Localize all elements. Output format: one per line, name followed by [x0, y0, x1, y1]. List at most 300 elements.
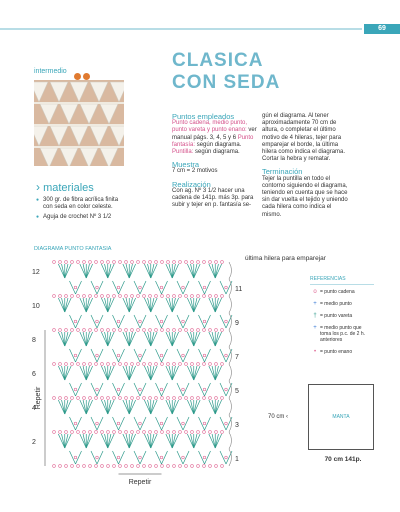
double-crochet-mark: [220, 281, 226, 294]
double-crochet-mark: [119, 315, 125, 328]
chain-stitch-mark: [96, 422, 99, 425]
double-crochet-mark: [97, 281, 103, 294]
chain-stitch-mark: [160, 286, 163, 289]
double-crochet-mark: [220, 417, 226, 430]
finishing-heading: Terminación: [262, 167, 303, 177]
chain-stitch-mark: [203, 465, 206, 468]
chain-stitch-mark: [137, 261, 140, 264]
double-crochet-mark: [172, 332, 178, 346]
chain-stitch-mark: [155, 329, 158, 332]
chain-stitch-mark: [95, 363, 98, 366]
double-crochet-mark: [177, 417, 183, 430]
chain-stitch-mark: [119, 363, 122, 366]
chain-stitch-mark: [131, 397, 134, 400]
double-crochet-mark: [86, 298, 89, 312]
chain-stitch-mark: [83, 261, 86, 264]
double-crochet-mark: [108, 264, 111, 278]
chain-stitch-mark: [215, 295, 218, 298]
double-crochet-mark: [134, 417, 140, 430]
chain-stitch-mark: [125, 465, 128, 468]
double-crochet-mark: [108, 366, 111, 380]
double-crochet-mark: [215, 264, 221, 278]
double-crochet-mark: [212, 298, 215, 312]
double-crochet-mark: [220, 349, 226, 362]
double-crochet-mark: [65, 366, 68, 380]
chain-stitch-mark: [139, 456, 142, 459]
double-crochet-mark: [199, 451, 205, 464]
double-crochet-mark: [144, 366, 150, 380]
double-crochet-mark: [119, 451, 125, 464]
double-crochet-mark: [123, 298, 129, 312]
double-crochet-mark: [76, 281, 82, 294]
chain-stitch-mark: [160, 422, 163, 425]
double-crochet-mark: [166, 366, 172, 380]
chain-stitch-mark: [59, 329, 62, 332]
chain-stitch-mark: [89, 397, 92, 400]
list-item: ● Aguja de crochet Nº 3 1/2: [36, 214, 128, 221]
chain-stitch-mark: [185, 261, 188, 264]
chain-stitch-mark: [143, 465, 146, 468]
double-crochet-mark: [76, 417, 82, 430]
double-crochet-mark: [140, 417, 146, 430]
double-crochet-mark: [169, 264, 172, 278]
gauge-text: 7 cm = 2 motivos: [172, 168, 218, 175]
turning-chain-mark: [229, 262, 232, 279]
chain-stitch-mark: [59, 465, 62, 468]
chain-stitch-mark: [125, 397, 128, 400]
double-crochet-mark: [212, 400, 215, 414]
chain-stitch-mark: [96, 354, 99, 357]
chain-stitch-mark: [149, 261, 152, 264]
reference-item: • = punto enano: [310, 349, 374, 355]
double-crochet-mark: [80, 264, 86, 278]
slip-stitch-icon: •: [313, 349, 317, 355]
blanket-label: MANTA: [332, 414, 350, 420]
chain-stitch-mark: [182, 354, 185, 357]
double-crochet-mark: [205, 349, 211, 362]
chain-stitch-mark: [107, 397, 110, 400]
chain-stitch-mark: [131, 465, 134, 468]
chain-stitch-mark: [137, 295, 140, 298]
chain-stitch-mark: [131, 329, 134, 332]
chain-stitch-mark: [215, 397, 218, 400]
chain-stitch-mark: [59, 431, 62, 434]
double-crochet-mark: [70, 281, 76, 294]
chain-stitch-mark: [215, 431, 218, 434]
chain-stitch-mark: [143, 397, 146, 400]
chain-stitch-mark: [173, 465, 176, 468]
double-crochet-mark: [62, 434, 65, 448]
double-crochet-mark: [119, 417, 125, 430]
double-crochet-mark: [101, 264, 107, 278]
chain-stitch-mark: [74, 354, 77, 357]
double-crochet-mark: [140, 315, 146, 328]
chain-stitch-mark: [203, 261, 206, 264]
double-crochet-mark: [113, 281, 119, 294]
double-crochet-mark: [183, 349, 189, 362]
double-crochet-mark: [129, 366, 132, 380]
double-crochet-mark: [215, 332, 218, 346]
double-crochet-mark: [65, 366, 71, 380]
chain-stitch-mark: [185, 363, 188, 366]
double-crochet-mark: [91, 383, 97, 396]
chain-stitch-mark: [89, 465, 92, 468]
double-crochet-mark: [209, 332, 215, 346]
double-crochet-mark: [129, 434, 132, 448]
double-crochet-mark: [199, 315, 205, 328]
chain-stitch-mark: [139, 354, 142, 357]
chain-stitch-mark: [131, 261, 134, 264]
double-crochet-mark: [215, 332, 221, 346]
chain-stitch-mark: [197, 397, 200, 400]
references-legend: [310, 276, 374, 361]
double-crochet-mark: [105, 332, 108, 346]
chain-stitch-mark: [161, 329, 164, 332]
double-crochet-mark: [101, 400, 107, 414]
double-crochet-mark: [169, 434, 172, 448]
chain-stitch-mark: [65, 397, 68, 400]
double-crochet-mark: [209, 264, 215, 278]
chain-stitch-mark: [143, 329, 146, 332]
chain-stitch-mark: [161, 431, 164, 434]
double-crochet-mark: [169, 366, 172, 380]
chain-stitch-mark: [185, 465, 188, 468]
double-crochet-mark: [113, 383, 119, 396]
chain-stitch-mark: [225, 456, 228, 459]
double-crochet-mark: [194, 400, 197, 414]
chain-stitch-mark: [203, 295, 206, 298]
chain-stitch-mark: [77, 261, 80, 264]
chain-stitch-mark: [160, 388, 163, 391]
chain-stitch-mark: [125, 295, 128, 298]
chain-stitch-mark: [161, 295, 164, 298]
chain-stitch-mark: [197, 295, 200, 298]
double-crochet-mark: [199, 383, 205, 396]
double-crochet-mark: [162, 451, 168, 464]
double-crochet-mark: [105, 400, 108, 414]
top-rule: [0, 28, 362, 30]
double-crochet-mark: [166, 332, 172, 346]
double-crochet-mark: [166, 264, 172, 278]
double-crochet-mark: [151, 400, 157, 414]
double-crochet-mark: [215, 400, 218, 414]
chain-stitch-mark: [173, 397, 176, 400]
double-crochet-mark: [108, 332, 114, 346]
chain-stitch-mark: [197, 329, 200, 332]
chain-stitch-mark: [197, 363, 200, 366]
chain-stitch-mark: [117, 320, 120, 323]
double-crochet-mark: [172, 332, 175, 346]
chain-stitch-mark: [155, 363, 158, 366]
chain-stitch-mark: [59, 261, 62, 264]
double-crochet-mark: [156, 349, 162, 362]
chain-stitch-mark: [95, 329, 98, 332]
chain-stitch-mark: [65, 465, 68, 468]
double-crochet-mark: [187, 264, 193, 278]
double-crochet-mark: [91, 349, 97, 362]
chain-stitch-mark: [179, 363, 182, 366]
chain-stitch-mark: [77, 465, 80, 468]
chain-stitch-mark: [209, 261, 212, 264]
double-crochet-mark: [187, 434, 193, 448]
double-crochet-mark: [183, 451, 189, 464]
chain-stitch-mark: [173, 261, 176, 264]
double-crochet-mark: [126, 298, 129, 312]
double-crochet-mark: [194, 434, 200, 448]
chain-stitch-mark: [191, 295, 194, 298]
chain-stitch-mark: [71, 363, 74, 366]
double-crochet-mark: [215, 298, 221, 312]
double-crochet-mark: [123, 366, 129, 380]
double-crochet-mark: [162, 383, 168, 396]
chain-stitch-mark: [160, 320, 163, 323]
double-crochet-mark: [86, 400, 89, 414]
double-crochet-mark: [91, 315, 97, 328]
double-crochet-mark: [191, 400, 194, 414]
chain-stitch-mark: [139, 422, 142, 425]
row-number: 1: [235, 455, 239, 463]
double-crochet-mark: [86, 366, 92, 380]
double-crochet-mark: [151, 332, 154, 346]
double-crochet-mark: [169, 298, 172, 312]
double-crochet-mark: [65, 298, 68, 312]
instructions-column-1: [172, 113, 258, 209]
double-crochet-mark: [194, 400, 200, 414]
chain-stitch-mark: [74, 456, 77, 459]
chain-stitch-mark: [77, 431, 80, 434]
double-crochet-mark: [162, 281, 168, 294]
reference-item: † = punto vareta: [310, 313, 374, 319]
chain-stitch-mark: [161, 261, 164, 264]
chain-stitch-mark: [113, 329, 116, 332]
double-crochet-mark: [126, 332, 129, 346]
double-crochet-mark: [86, 366, 89, 380]
double-crochet-mark: [144, 400, 150, 414]
double-crochet-mark: [101, 298, 107, 312]
double-crochet-mark: [177, 383, 183, 396]
chain-stitch-mark: [221, 397, 224, 400]
turning-chain-mark: [229, 296, 232, 313]
double-crochet-mark: [108, 366, 114, 380]
chain-stitch-mark: [71, 329, 74, 332]
double-crochet-mark: [156, 417, 162, 430]
double-crochet-mark: [215, 298, 218, 312]
double-crochet-mark: [83, 366, 86, 380]
chain-stitch-mark: [155, 397, 158, 400]
gauge-heading: Muestra: [172, 160, 200, 170]
chain-stitch-mark: [137, 465, 140, 468]
double-crochet-mark: [65, 400, 71, 414]
chain-stitch-mark: [119, 329, 122, 332]
double-crochet-mark: [209, 298, 215, 312]
double-crochet-mark: [134, 451, 140, 464]
double-crochet-mark: [172, 298, 175, 312]
turning-chain-mark: [229, 364, 232, 381]
double-crochet-mark: [194, 264, 200, 278]
double-crochet-mark: [194, 298, 200, 312]
chain-stitch-mark: [96, 286, 99, 289]
double-crochet-mark: [62, 264, 65, 278]
double-crochet-mark: [151, 366, 154, 380]
double-crochet-mark: [119, 349, 125, 362]
double-crochet-mark: [129, 400, 132, 414]
double-crochet-mark: [212, 332, 215, 346]
double-crochet-mark: [62, 332, 65, 346]
double-crochet-mark: [194, 264, 197, 278]
double-crochet-mark: [58, 434, 64, 448]
chain-stitch-mark: [161, 397, 164, 400]
double-crochet-mark: [172, 400, 178, 414]
double-crochet-mark: [80, 434, 86, 448]
double-crochet-mark: [126, 400, 129, 414]
realization-text-2: gún el diagrama. Al tener aproximadamente 70 cm de altura, o completar el último motivo de 4 hileras, tejer para emparejar el borde, la última hilera como indica el diagrama. Cortar la hebra y rematar.: [262, 113, 346, 163]
chain-stitch-mark: [225, 320, 228, 323]
double-crochet-mark: [113, 451, 119, 464]
chain-stitch-mark: [89, 261, 92, 264]
double-crochet-mark: [123, 434, 129, 448]
chain-stitch-mark: [119, 261, 122, 264]
chain-stitch-mark: [71, 465, 74, 468]
double-crochet-mark: [194, 434, 197, 448]
double-crochet-mark: [215, 366, 218, 380]
double-crochet-mark: [129, 366, 135, 380]
chain-stitch-mark: [83, 431, 86, 434]
chain-stitch-mark: [95, 295, 98, 298]
chain-stitch-mark: [221, 363, 224, 366]
double-crochet-mark: [91, 451, 97, 464]
double-crochet-mark: [191, 366, 194, 380]
double-crochet-mark: [97, 383, 103, 396]
chain-stitch-mark: [101, 295, 104, 298]
double-crochet-mark: [169, 400, 172, 414]
chain-stitch-mark: [225, 422, 228, 425]
chain-stitch-mark: [77, 397, 80, 400]
double-crochet-mark: [101, 434, 107, 448]
double-crochet-mark: [119, 383, 125, 396]
chain-stitch-mark: [221, 261, 224, 264]
chain-stitch-mark: [96, 456, 99, 459]
chain-stitch-mark: [95, 431, 98, 434]
double-crochet-mark: [205, 417, 211, 430]
chain-stitch-icon: o: [313, 289, 317, 295]
double-crochet-mark: [101, 366, 107, 380]
page-number: 69: [364, 24, 400, 34]
list-item: ● 300 gr. de fibra acrílica finita con seda en color celeste.: [36, 197, 128, 212]
double-crochet-mark: [194, 366, 197, 380]
double-crochet-mark: [212, 434, 215, 448]
chain-stitch-mark: [113, 465, 116, 468]
double-crochet-mark: [113, 315, 119, 328]
double-crochet-mark: [144, 264, 150, 278]
realization-heading: Realización: [172, 179, 211, 189]
chain-stitch-mark: [182, 456, 185, 459]
double-crochet-mark: [80, 332, 86, 346]
chain-stitch-mark: [161, 465, 164, 468]
chain-stitch-mark: [143, 295, 146, 298]
top-bar: [0, 24, 400, 34]
double-crochet-mark: [187, 332, 193, 346]
double-crochet-mark: [113, 417, 119, 430]
chain-stitch-mark: [74, 286, 77, 289]
double-crochet-mark: [199, 349, 205, 362]
level-label: intermedio: [34, 68, 67, 75]
chain-stitch-mark: [209, 363, 212, 366]
long-single-crochet-icon: +: [313, 325, 317, 331]
chain-stitch-mark: [203, 363, 206, 366]
double-crochet-mark: [166, 434, 172, 448]
row-number: 5: [235, 387, 239, 395]
reference-item: o = punto cadena: [310, 289, 374, 295]
chain-stitch-mark: [89, 329, 92, 332]
chain-stitch-mark: [71, 397, 74, 400]
chain-stitch-mark: [139, 286, 142, 289]
double-crochet-mark: [215, 366, 221, 380]
chain-stitch-mark: [173, 295, 176, 298]
double-crochet-mark: [183, 417, 189, 430]
double-crochet-mark: [191, 434, 194, 448]
double-crochet-mark: [226, 383, 232, 396]
chain-stitch-mark: [191, 329, 194, 332]
chain-stitch-mark: [74, 320, 77, 323]
double-crochet-mark: [191, 332, 194, 346]
chain-stitch-mark: [95, 261, 98, 264]
double-crochet-mark: [156, 383, 162, 396]
double-crochet-mark: [126, 366, 129, 380]
chain-stitch-mark: [143, 431, 146, 434]
chain-stitch-mark: [89, 295, 92, 298]
double-crochet-mark: [205, 383, 211, 396]
chain-stitch-mark: [191, 261, 194, 264]
double-crochet-mark: [86, 264, 92, 278]
double-crochet-mark: [156, 315, 162, 328]
double-crochet-mark: [148, 264, 151, 278]
instructions-column-2: [262, 113, 352, 219]
chain-stitch-mark: [182, 422, 185, 425]
double-crochet-mark: [177, 349, 183, 362]
double-crochet-mark: [199, 417, 205, 430]
chain-stitch-mark: [203, 388, 206, 391]
double-crochet-mark: [91, 417, 97, 430]
double-crochet-mark: [86, 298, 92, 312]
last-row-label: última hilera para emparejar: [245, 255, 326, 262]
finishing-text: Tejer la puntilla en todo el contorno siguiendo el diagrama, teniendo en cuenta que se hace sin dar vuelta el tejido y uniendo cada hilera como indica el mismo.: [262, 175, 348, 218]
chain-stitch-mark: [59, 363, 62, 366]
chain-stitch-mark: [53, 295, 56, 298]
chain-stitch-mark: [167, 261, 170, 264]
double-crochet-mark: [183, 383, 189, 396]
double-crochet-mark: [187, 298, 193, 312]
double-crochet-mark: [76, 315, 82, 328]
chain-stitch-mark: [225, 286, 228, 289]
double-crochet-mark: [183, 281, 189, 294]
double-crochet-mark: [172, 264, 178, 278]
double-crochet-mark: [212, 366, 215, 380]
double-crochet-mark: [162, 315, 168, 328]
row-number: 10: [32, 302, 40, 310]
chain-stitch-mark: [65, 363, 68, 366]
double-crochet-mark: [205, 281, 211, 294]
chain-stitch-mark: [107, 431, 110, 434]
double-crochet-mark: [151, 366, 157, 380]
chain-stitch-mark: [203, 397, 206, 400]
double-crochet-mark: [65, 264, 68, 278]
chain-stitch-mark: [96, 388, 99, 391]
diagram-title: DIAGRAMA PUNTO FANTASIA: [34, 246, 112, 252]
chain-stitch-mark: [149, 431, 152, 434]
double-crochet-mark: [70, 383, 76, 396]
double-crochet-mark: [70, 451, 76, 464]
chain-stitch-mark: [167, 431, 170, 434]
